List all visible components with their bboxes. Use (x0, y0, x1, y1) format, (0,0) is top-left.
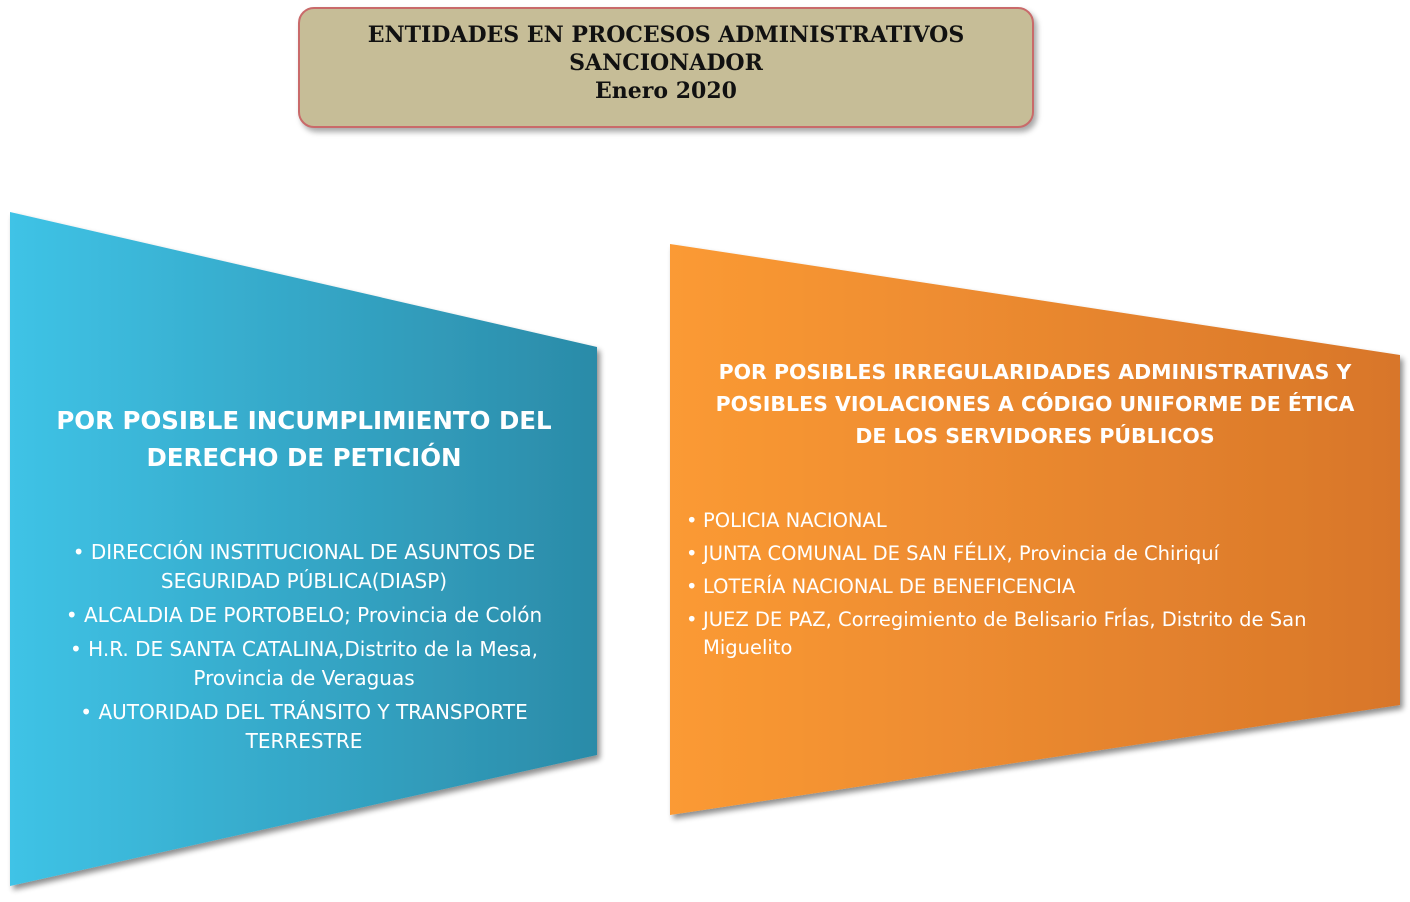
list-item-text: H.R. DE SANTA CATALINA,Distrito de la Mesa, Provincia de Veraguas (88, 637, 538, 690)
list-item (30, 635, 578, 693)
list-item-text: DIRECCIÓN INSTITUCIONAL DE ASUNTOS DE SEGURIDAD PÚBLICA(DIASP) (90, 540, 536, 593)
right-panel-list (686, 507, 1386, 667)
left-panel-heading (30, 402, 578, 476)
bullet: • (686, 509, 698, 532)
list-item (686, 573, 1386, 601)
bullet: • (70, 637, 82, 661)
list-item-text: LOTERÍA NACIONAL DE BENEFICENCIA (703, 575, 1076, 598)
list-item-text: AUTORIDAD DEL TRÁNSITO Y TRANSPORTE TERRESTRE (98, 700, 528, 753)
title-line-2: SANCIONADOR (569, 50, 763, 76)
list-item-text: JUEZ DE PAZ, Corregimiento de Belisario FrÍas, Distrito de San Miguelito (703, 608, 1307, 659)
bullet: • (72, 540, 85, 564)
list-item-text: ALCALDIA DE PORTOBELO; Provincia de Colón (83, 603, 543, 627)
right-heading-line-3: DE LOS SERVIDORES PÚBLICOS (855, 424, 1215, 448)
title-line-3: Enero 2020 (595, 78, 737, 104)
list-item (686, 507, 1386, 535)
list-item (30, 601, 578, 630)
left-heading-line-2: DERECHO DE PETICIÓN (146, 443, 462, 472)
list-item (686, 540, 1386, 568)
right-panel-heading (690, 356, 1380, 452)
left-panel-list (30, 538, 578, 761)
list-item-text: POLICIA NACIONAL (703, 509, 887, 532)
list-item (30, 538, 578, 596)
bullet: • (686, 608, 698, 631)
bullet: • (686, 542, 698, 565)
title-line-1: ENTIDADES EN PROCESOS ADMINISTRATIVOS (367, 22, 965, 48)
left-heading-line-1: POR POSIBLE INCUMPLIMIENTO DEL (56, 406, 552, 435)
bullet: • (686, 575, 698, 598)
list-item (686, 606, 1386, 662)
list-item (30, 698, 578, 756)
right-heading-line-1: POR POSIBLES IRREGULARIDADES ADMINISTRATIVAS Y (718, 360, 1352, 384)
bullet: • (65, 603, 78, 627)
bullet: • (80, 700, 93, 724)
right-heading-line-2: POSIBLES VIOLACIONES A CÓDIGO UNIFORME DE ÉTICA (715, 392, 1355, 416)
title-box (298, 7, 1034, 128)
list-item-text: JUNTA COMUNAL DE SAN FÉLIX, Provincia de Chiriquí (703, 542, 1219, 565)
